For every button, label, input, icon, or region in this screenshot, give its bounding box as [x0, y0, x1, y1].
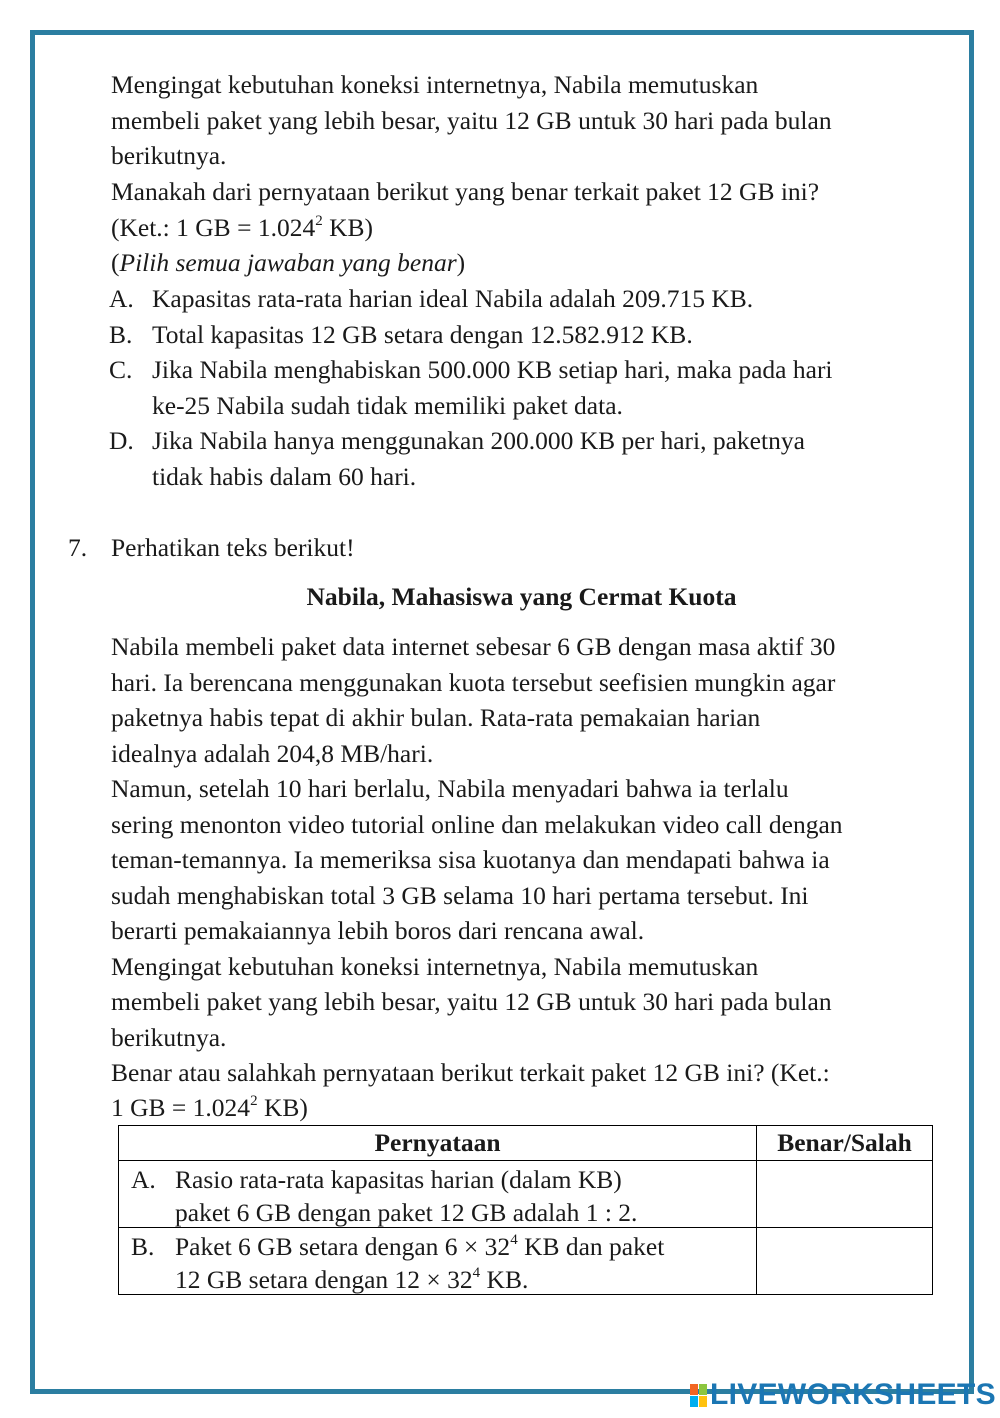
- q6-instruction-text: Pilih semua jawaban yang benar: [119, 248, 457, 277]
- q6-option-d-text-cont[interactable]: tidak habis dalam 60 hari.: [152, 462, 417, 491]
- q6-option-d-text[interactable]: Jika Nabila hanya menggunakan 200.000 KB per hari, paketnya: [152, 426, 805, 455]
- q7-paragraph-line: berarti pemakaiannya lebih boros dari rencana awal.: [111, 916, 645, 945]
- statement-b-line1-tail: KB dan paket: [517, 1232, 665, 1261]
- q7-intro: Perhatikan teks berikut!: [111, 533, 355, 562]
- q6-note-suffix: KB): [322, 213, 373, 242]
- statement-a-line2: paket 6 GB dengan paket 12 GB adalah 1 : 2.: [175, 1198, 638, 1227]
- statement-b-line2-text: 12 GB setara dengan 12 × 32: [175, 1265, 473, 1294]
- q6-option-a-letter: A.: [109, 284, 134, 313]
- q6-paragraph-line: Mengingat kebutuhan koneksi internetnya, Nabila memutuskan: [111, 70, 759, 99]
- q7-note-exponent: 2: [250, 1092, 258, 1109]
- statement-b-letter: B.: [131, 1232, 155, 1261]
- q6-note: [111, 210, 373, 246]
- q6-option-c-text-cont[interactable]: ke-25 Nabila sudah tidak memiliki paket data.: [152, 391, 623, 420]
- liveworksheets-logo-icon: [690, 1384, 707, 1407]
- q6-instruction-open: (: [111, 248, 120, 277]
- statement-a-line1: Rasio rata-rata kapasitas harian (dalam KB): [175, 1165, 622, 1194]
- q7-note-suffix: KB): [257, 1093, 308, 1122]
- q6-option-a-text[interactable]: Kapasitas rata-rata harian ideal Nabila adalah 209.715 KB.: [152, 284, 754, 313]
- answer-cell-b[interactable]: [757, 1228, 933, 1295]
- table-row: [119, 1228, 933, 1295]
- logo-square-1: [690, 1384, 698, 1395]
- table-header-answer: Benar/Salah: [757, 1126, 933, 1161]
- q7-note: [111, 1090, 308, 1126]
- q7-paragraph-line: sudah menghabiskan total 3 GB selama 10 hari pertama tersebut. Ini: [111, 881, 809, 910]
- q6-option-c-text[interactable]: Jika Nabila menghabiskan 500.000 KB setiap hari, maka pada hari: [152, 355, 833, 384]
- q6-instruction-close: ): [456, 248, 466, 277]
- logo-square-4: [699, 1396, 707, 1407]
- statement-b-line1-text: Paket 6 GB setara dengan 6 × 32: [175, 1232, 511, 1261]
- q7-question: Benar atau salahkah pernyataan berikut terkait paket 12 GB ini? (Ket.:: [111, 1058, 830, 1087]
- table-row: [119, 1161, 933, 1228]
- q6-option-b-letter: B.: [109, 320, 133, 349]
- q7-note-prefix: 1 GB = 1.024: [111, 1093, 251, 1122]
- statement-a-letter: A.: [131, 1165, 156, 1194]
- q7-paragraph-line: berikutnya.: [111, 1023, 227, 1052]
- statement-b-line1-exponent: 4: [510, 1231, 518, 1248]
- q7-paragraph-line: Nabila membeli paket data internet sebesar 6 GB dengan masa aktif 30: [111, 632, 836, 661]
- q7-paragraph-line: Namun, setelah 10 hari berlalu, Nabila menyadari bahwa ia terlalu: [111, 774, 789, 803]
- q6-instruction: [111, 245, 465, 281]
- q7-number: 7.: [68, 533, 88, 562]
- liveworksheets-logo[interactable]: [690, 1378, 996, 1412]
- statement-b-line2: [131, 1263, 756, 1296]
- table-header-statement: Pernyataan: [119, 1126, 757, 1161]
- q7-paragraph-line: membeli paket yang lebih besar, yaitu 12 GB untuk 30 hari pada bulan: [111, 987, 832, 1016]
- liveworksheets-logo-text: LIVEWORKSHEETS: [710, 1378, 996, 1411]
- q6-question: Manakah dari pernyataan berikut yang benar terkait paket 12 GB ini?: [111, 177, 820, 206]
- statement-cell-b: [119, 1228, 757, 1295]
- q7-paragraph-line: paketnya habis tepat di akhir bulan. Rata-rata pemakaian harian: [111, 703, 761, 732]
- statement-cell-a: [119, 1161, 757, 1228]
- q6-option-c-letter: C.: [109, 355, 133, 384]
- q7-paragraph-line: Mengingat kebutuhan koneksi internetnya, Nabila memutuskan: [111, 952, 759, 981]
- q6-option-b-text[interactable]: Total kapasitas 12 GB setara dengan 12.582.912 KB.: [152, 320, 693, 349]
- q7-paragraph-line: idealnya adalah 204,8 MB/hari.: [111, 739, 434, 768]
- q6-note-exponent: 2: [315, 212, 323, 229]
- q6-paragraph-line: membeli paket yang lebih besar, yaitu 12 GB untuk 30 hari pada bulan: [111, 106, 832, 135]
- table-header-row: [119, 1126, 933, 1161]
- statement-b-line1: [131, 1230, 756, 1263]
- logo-square-2: [699, 1384, 707, 1395]
- q7-paragraph-line: teman-temannya. Ia memeriksa sisa kuotanya dan mendapati bahwa ia: [111, 845, 830, 874]
- statement-b-line2-exponent: 4: [472, 1264, 481, 1281]
- q6-paragraph-line: berikutnya.: [111, 141, 227, 170]
- q7-paragraph-line: hari. Ia berencana menggunakan kuota tersebut seefisien mungkin agar: [111, 668, 836, 697]
- q7-story-title: Nabila, Mahasiswa yang Cermat Kuota: [306, 582, 737, 611]
- statement-table: [118, 1125, 933, 1295]
- statement-b-line2-tail: KB.: [480, 1265, 529, 1294]
- q6-note-prefix: (Ket.: 1 GB = 1.024: [111, 213, 316, 242]
- answer-cell-a[interactable]: [757, 1161, 933, 1228]
- q7-paragraph-line: sering menonton video tutorial online dan melakukan video call dengan: [111, 810, 843, 839]
- q6-option-d-letter: D.: [109, 426, 134, 455]
- logo-square-3: [690, 1396, 698, 1407]
